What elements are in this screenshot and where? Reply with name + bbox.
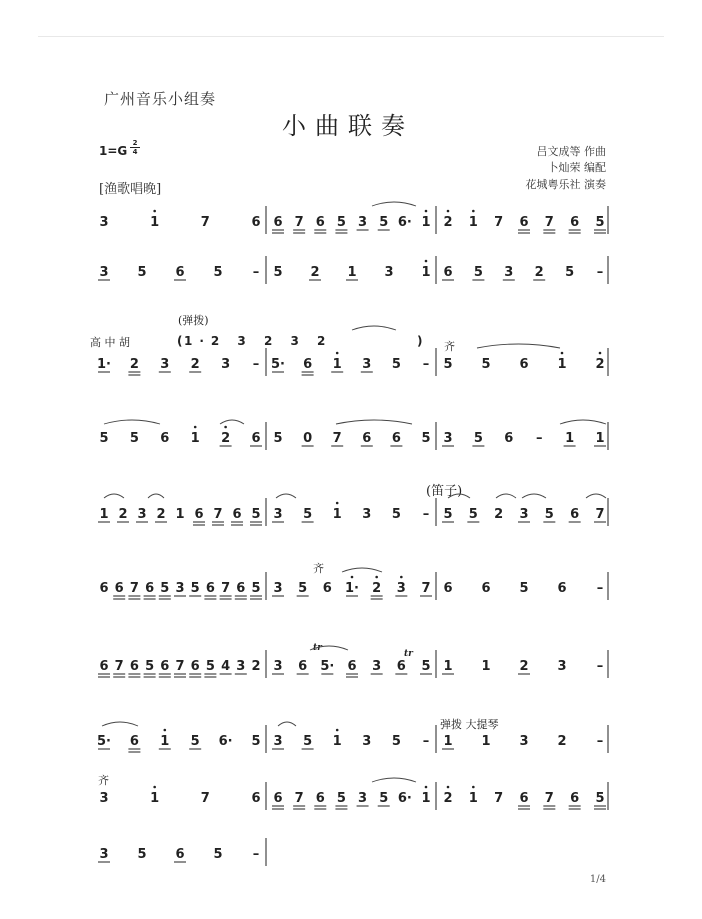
annotation-tanbo-datiqin: 弹拨 大提琴	[440, 718, 499, 731]
note: 6	[443, 581, 453, 596]
note: 6	[303, 357, 313, 372]
note: 6	[175, 265, 185, 280]
note: 3	[504, 265, 514, 280]
note: 6	[570, 215, 580, 230]
note: 1	[443, 734, 453, 749]
dash-extension: –	[596, 581, 604, 596]
slur	[352, 326, 396, 330]
note: 1	[190, 431, 200, 446]
note: 5	[190, 581, 200, 596]
note: 5	[336, 791, 346, 806]
note: 6	[114, 581, 124, 596]
note: 5	[391, 507, 401, 522]
annotation-qi-2: 齐	[313, 562, 324, 575]
note: 5	[160, 581, 170, 596]
note: 3	[273, 659, 283, 674]
slur	[104, 420, 160, 424]
intro-close-paren: )	[417, 334, 423, 348]
note: 6	[145, 581, 155, 596]
note: 7	[595, 507, 605, 522]
note: 6	[160, 431, 170, 446]
slur	[148, 494, 164, 498]
dash-extension: –	[596, 734, 604, 749]
note: 7	[221, 581, 231, 596]
dash-extension: –	[422, 357, 430, 372]
note: 7	[332, 431, 342, 446]
trill-mark-1: tr	[313, 643, 322, 653]
dash-extension: –	[422, 734, 430, 749]
note: 5	[251, 581, 261, 596]
octave-dot	[153, 786, 156, 789]
slur	[104, 494, 124, 498]
note: 6	[570, 791, 580, 806]
note: 5	[595, 791, 605, 806]
note: 6	[251, 215, 261, 230]
note: 5	[468, 507, 478, 522]
note: 2	[519, 659, 529, 674]
note: 6	[99, 659, 109, 674]
octave-dot	[351, 576, 354, 579]
note: 5	[205, 659, 215, 674]
octave-dot	[153, 210, 156, 213]
note: 1	[150, 215, 160, 230]
note: 5	[298, 581, 308, 596]
credit-performer: 花城粤乐社 演奏	[525, 178, 606, 191]
note: 5	[544, 507, 554, 522]
dash-extension: –	[596, 265, 604, 280]
note: 6	[175, 847, 185, 862]
note: 3	[99, 215, 109, 230]
note: 6	[570, 507, 580, 522]
note: 6	[99, 581, 109, 596]
meter-top: 2	[132, 139, 138, 147]
page-number: 1/4	[589, 874, 606, 885]
note: 5	[565, 265, 575, 280]
note: 5	[273, 265, 283, 280]
note: 1	[481, 659, 491, 674]
note: 1	[443, 659, 453, 674]
annotation-qi-1: 齐	[444, 340, 455, 353]
note: 3	[99, 265, 109, 280]
note: 3	[519, 507, 529, 522]
octave-dot	[194, 426, 197, 429]
note: 1	[421, 215, 431, 230]
note: 5·	[320, 659, 335, 674]
note: 3	[273, 507, 283, 522]
octave-dot	[472, 210, 475, 213]
annotation-dizi: (笛子)	[426, 484, 463, 499]
note: 3	[362, 357, 372, 372]
meter-bottom: 4	[132, 148, 138, 156]
octave-dot	[472, 786, 475, 789]
note: 2	[129, 357, 139, 372]
note: 5	[137, 847, 147, 862]
note: 7	[544, 215, 554, 230]
note: 6	[504, 431, 514, 446]
octave-dot	[336, 502, 339, 505]
slur	[276, 494, 296, 498]
note: 0	[303, 431, 313, 446]
dash-extension: –	[252, 265, 260, 280]
note: 3	[221, 357, 231, 372]
note: 3	[372, 659, 382, 674]
note: 3	[273, 734, 283, 749]
dash-extension: –	[535, 431, 543, 446]
note: 1	[421, 791, 431, 806]
note: 6	[362, 431, 372, 446]
note: 7	[494, 215, 504, 230]
note: 5	[99, 431, 109, 446]
note: 3	[384, 265, 394, 280]
octave-dot	[425, 210, 428, 213]
note: 1	[468, 215, 478, 230]
note: 7	[294, 215, 304, 230]
slur	[477, 344, 560, 348]
annotation-tanbo: (弹拨)	[178, 314, 209, 327]
note: 2	[443, 791, 453, 806]
note: 1	[332, 734, 342, 749]
slur	[278, 722, 296, 726]
note: 3	[160, 357, 170, 372]
octave-dot	[447, 786, 450, 789]
note: 3	[236, 659, 246, 674]
octave-dot	[164, 729, 167, 732]
note: 1	[468, 791, 478, 806]
credit-arranger: 卜灿荣 编配	[547, 161, 606, 174]
note: 2	[494, 507, 504, 522]
note: 2	[372, 581, 382, 596]
note: 1·	[345, 581, 359, 596]
note: 7	[544, 791, 554, 806]
note: 5	[190, 734, 200, 749]
note: 2	[251, 659, 261, 674]
note: 3	[362, 734, 372, 749]
note: 2	[190, 357, 200, 372]
octave-dot	[447, 210, 450, 213]
slur	[336, 420, 412, 424]
dash-extension: –	[596, 659, 604, 674]
note: 5	[129, 431, 139, 446]
note: 6	[315, 215, 325, 230]
note: 6	[129, 659, 139, 674]
credit-composer: 吕文成等 作曲	[536, 145, 606, 158]
note: 6	[481, 581, 491, 596]
annotation-gaozhonghu: 高 中 胡	[90, 336, 130, 349]
note: 1	[150, 791, 160, 806]
note: 3	[557, 659, 567, 674]
note: 5	[443, 507, 453, 522]
slur	[342, 568, 382, 572]
note: 5	[481, 357, 491, 372]
note: 6	[315, 791, 325, 806]
note: 6	[190, 659, 200, 674]
note: 5	[137, 265, 147, 280]
octave-dot	[561, 352, 564, 355]
slur	[586, 494, 606, 498]
note: 6	[519, 357, 529, 372]
slur	[448, 494, 470, 498]
slur	[560, 420, 606, 424]
note: 6	[129, 734, 139, 749]
note: 6	[205, 581, 215, 596]
note: 1	[99, 507, 109, 522]
note: 3	[519, 734, 529, 749]
note: 5	[421, 659, 431, 674]
note: 2	[310, 265, 320, 280]
note: 5	[303, 734, 313, 749]
note: 5	[379, 791, 389, 806]
slur	[496, 494, 516, 498]
note: 6·	[397, 215, 412, 230]
note: 6	[273, 215, 283, 230]
note: 1	[421, 265, 431, 280]
note: 7	[294, 791, 304, 806]
note: 3	[443, 431, 453, 446]
dash-extension: –	[252, 357, 260, 372]
note: 7	[200, 791, 210, 806]
note: 5·	[271, 357, 285, 372]
note: 1	[595, 431, 605, 446]
note: 1	[557, 357, 567, 372]
note: 6	[347, 659, 357, 674]
note: 6	[396, 659, 406, 674]
note: 1·	[97, 357, 111, 372]
note: 5	[421, 431, 431, 446]
note: 2	[534, 265, 544, 280]
octave-dot	[224, 426, 227, 429]
note: 3	[137, 507, 147, 522]
note: 3	[358, 791, 368, 806]
dash-extension: –	[252, 847, 260, 862]
octave-dot	[336, 729, 339, 732]
note: 5	[391, 357, 401, 372]
note: 2	[156, 507, 166, 522]
note: 3	[273, 581, 283, 596]
note: 5	[213, 847, 223, 862]
note: 3	[358, 215, 368, 230]
note: 5	[391, 734, 401, 749]
note: 6	[232, 507, 242, 522]
octave-dot	[425, 260, 428, 263]
note: 5	[519, 581, 529, 596]
note: 3	[99, 847, 109, 862]
slur	[522, 494, 546, 498]
note: 1	[175, 507, 185, 522]
intro-open-paren: (	[177, 334, 183, 348]
trill-mark-2: tr	[404, 649, 413, 659]
key-signature: 1=G	[99, 144, 128, 158]
note: 7	[213, 507, 223, 522]
note: 6	[236, 581, 246, 596]
note: 6	[251, 431, 261, 446]
note: 5·	[97, 734, 111, 749]
slur	[372, 778, 416, 782]
note: 6	[273, 791, 283, 806]
note: 1	[565, 431, 575, 446]
ensemble-label: 广州音乐小组奏	[104, 90, 217, 108]
slur	[102, 722, 138, 726]
note: 3	[362, 507, 372, 522]
note: 5	[336, 215, 346, 230]
note: 2	[557, 734, 567, 749]
note: 7	[200, 215, 210, 230]
note: 5	[251, 507, 261, 522]
note: 5	[595, 215, 605, 230]
note: 6	[557, 581, 567, 596]
note: 6	[519, 791, 529, 806]
note: 5	[303, 507, 313, 522]
note: 7	[114, 659, 124, 674]
note: 2	[221, 431, 231, 446]
note: 2	[595, 357, 605, 372]
note: 5	[145, 659, 155, 674]
note: 6·	[397, 791, 412, 806]
note: 4	[221, 659, 231, 674]
note: 5	[473, 431, 483, 446]
octave-dot	[599, 352, 602, 355]
slur	[372, 202, 416, 206]
dash-extension: –	[422, 507, 430, 522]
note: 6	[298, 659, 308, 674]
note: 5	[273, 431, 283, 446]
annotation-qi-3: 齐	[98, 774, 109, 787]
note: 7	[494, 791, 504, 806]
note: 7	[175, 659, 185, 674]
piece-title: 小曲联奏	[282, 112, 414, 140]
intro-phrase: 1·2 3 2 3 2	[184, 334, 333, 348]
note: 1	[160, 734, 170, 749]
section-label: [渔歌唱晚]	[99, 182, 162, 197]
note: 1	[347, 265, 357, 280]
note: 1	[332, 507, 342, 522]
slur	[220, 420, 244, 424]
note: 3	[175, 581, 185, 596]
octave-dot	[336, 352, 339, 355]
note: 2	[118, 507, 128, 522]
note: 6·	[218, 734, 233, 749]
note: 5	[379, 215, 389, 230]
note: 6	[251, 791, 261, 806]
note: 6	[519, 215, 529, 230]
note: 7	[421, 581, 431, 596]
note: 6	[443, 265, 453, 280]
note: 5	[473, 265, 483, 280]
note: 7	[129, 581, 139, 596]
note: 3	[99, 791, 109, 806]
note: 5	[213, 265, 223, 280]
note: 6	[194, 507, 204, 522]
note: 5	[443, 357, 453, 372]
note: 6	[160, 659, 170, 674]
octave-dot	[400, 576, 403, 579]
note: 5	[251, 734, 261, 749]
note: 6	[391, 431, 401, 446]
slur	[310, 646, 348, 650]
note: 1	[481, 734, 491, 749]
note: 2	[443, 215, 453, 230]
note: 6	[322, 581, 332, 596]
octave-dot	[425, 786, 428, 789]
note: 3	[396, 581, 406, 596]
note: 1	[332, 357, 342, 372]
octave-dot	[375, 576, 378, 579]
